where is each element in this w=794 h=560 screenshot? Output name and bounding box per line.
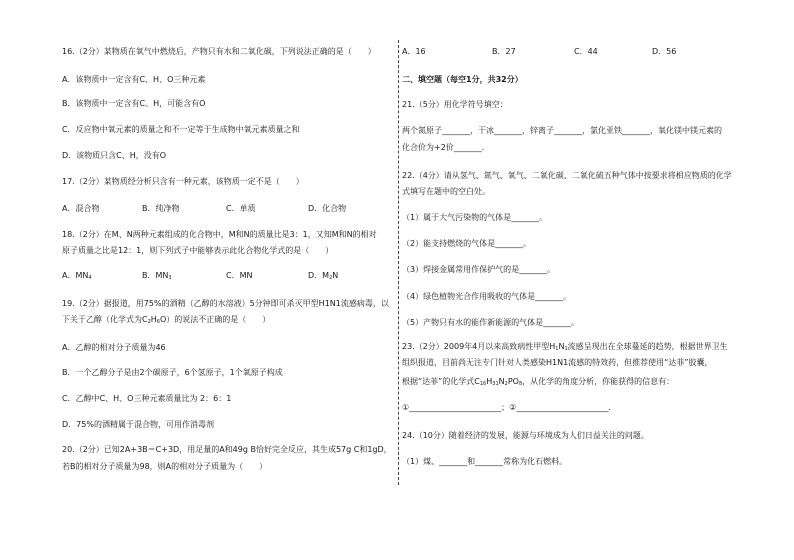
q22-stem-line1: 22.（4分）请从氢气、氮气、氧气、二氧化碳、二氧化硫五种气体中按要求将相应物质的化学: [402, 171, 732, 180]
q16-option-d: D．该物质只含C、H，没有O: [62, 151, 167, 160]
q19-option-a: A．乙醇的相对分子质量为46: [62, 343, 166, 352]
q20-option-a: A．16: [402, 47, 426, 56]
section-title-fill-in: 二、填空题（每空1分，共32分）: [402, 75, 523, 84]
q20-stem-line1: 20.（2分）已知2A+3B＝C+3D，用足量的A和49g B恰好完全反应，其生成57g C和1gD，: [62, 445, 392, 454]
q23-answer-blanks: ①_______________________；②_______________________．: [402, 403, 617, 412]
q18-option-d: D．$M_2N$: [308, 271, 339, 281]
q24-stem: 24.（10分）随着经济的发展，能源与环境成为人们日益关注的问题。: [402, 431, 649, 440]
q19-stem-line2: 下关于乙醇（化学式为$C_2H_6O$）的说法不正确的是（ ）: [62, 315, 271, 325]
q17-stem: 17.（2分）某物质经分析只含有一种元素，该物质一定不是（ ）: [62, 177, 304, 186]
q17-option-d: D．化合物: [308, 204, 347, 213]
q16-option-c: C．反应物中氧元素的质量之和不一定等于生成物中氧元素质量之和: [62, 125, 300, 134]
q18-stem-line1: 18.（2分）在M、N两种元素组成的化合物中，M和N的质量比是3：1，又知M和N的相对: [62, 230, 377, 239]
q22-item-5: （5）产物只有水的能作新能源的气体是_______。: [402, 318, 580, 327]
q20-option-b: B．27: [492, 47, 516, 56]
column-divider: [398, 40, 399, 485]
q24-item-1: （1）煤、_______和_______常称为化石燃料。: [402, 457, 568, 466]
q18-option-b: B．$MN_3$: [142, 271, 172, 281]
q20-stem-line2: 若B的相对分子质量为98，则A的相对分子质量为（ ）: [62, 462, 268, 471]
q22-stem-line2: 式填写在题中的空白处。: [402, 187, 490, 196]
q19-option-b: B．一个乙醇分子是由2个碳原子，6个氢原子，1个氧原子构成: [62, 368, 283, 377]
q21-stem: 21.（5分）用化学符号填空：: [402, 100, 508, 109]
q22-item-2: （2）能支持燃烧的气体是_______。: [402, 239, 532, 248]
q23-stem-line1: 23.（2分）2009年4月以来高致病性甲型$H_1N_1$流感呈现出在全球蔓延的趋势，根据世界卫生: [402, 342, 728, 352]
q19-stem-line1: 19.（2分）据报道，用75%的酒精（乙醇的水溶液）5分钟即可杀灭甲型H1N1流感病毒，以: [62, 299, 389, 308]
q22-item-1: （1）属于大气污染物的气体是_______。: [402, 213, 548, 222]
q20-option-d: D．56: [652, 47, 677, 56]
q17-option-c: C．单质: [226, 204, 256, 213]
q18-stem-line2: 原子质量之比是12：1，则下列式子中能够表示此化合物化学式的是（ ）: [62, 246, 334, 255]
q22-item-3: （3）焊接金属常用作保护气的是_______。: [402, 265, 556, 274]
q16-stem: 16.（2分）某物质在氧气中燃烧后，产物只有水和二氧化碳，下列说法正确的是（ ）: [62, 47, 376, 56]
q22-item-4: （4）绿色植物光合作用吸收的气体是_______。: [402, 292, 572, 301]
q16-option-b: B．该物质中一定含有C、H，可能含有O: [62, 99, 206, 108]
q18-option-a: A．$MN_4$: [62, 271, 92, 281]
q20-option-c: C．44: [574, 47, 598, 56]
q19-option-c: C．乙醇中C、H、O三种元素质量比为 2：6：1: [62, 394, 232, 403]
q18-option-c: C．MN: [226, 271, 253, 280]
q23-stem-line2: 组织报道，目前尚无注专门针对人类感染H1N1流感的特效药，但推荐使用“达菲”胶囊，: [402, 358, 713, 367]
q17-option-b: B．纯净物: [142, 204, 180, 213]
q23-stem-line3: 根据“达菲”的化学式$C_{16}H_{31}N_2PO_8$，从化学的角度分析，你能获得的信息有：: [402, 377, 675, 387]
q16-option-a: A．该物质中一定含有C、H、O三种元素: [62, 75, 206, 84]
q21-line1: 两个氮原子_______，干冰_______，锌离子_______，氯化亚铁_______，氧化镁中镁元素的: [402, 126, 722, 135]
q21-line2: 化合价为+2价_______．: [402, 143, 490, 152]
q17-option-a: A．混合物: [62, 204, 100, 213]
q19-option-d: D．75%的酒精属于混合物，可用作消毒剂: [62, 420, 214, 429]
